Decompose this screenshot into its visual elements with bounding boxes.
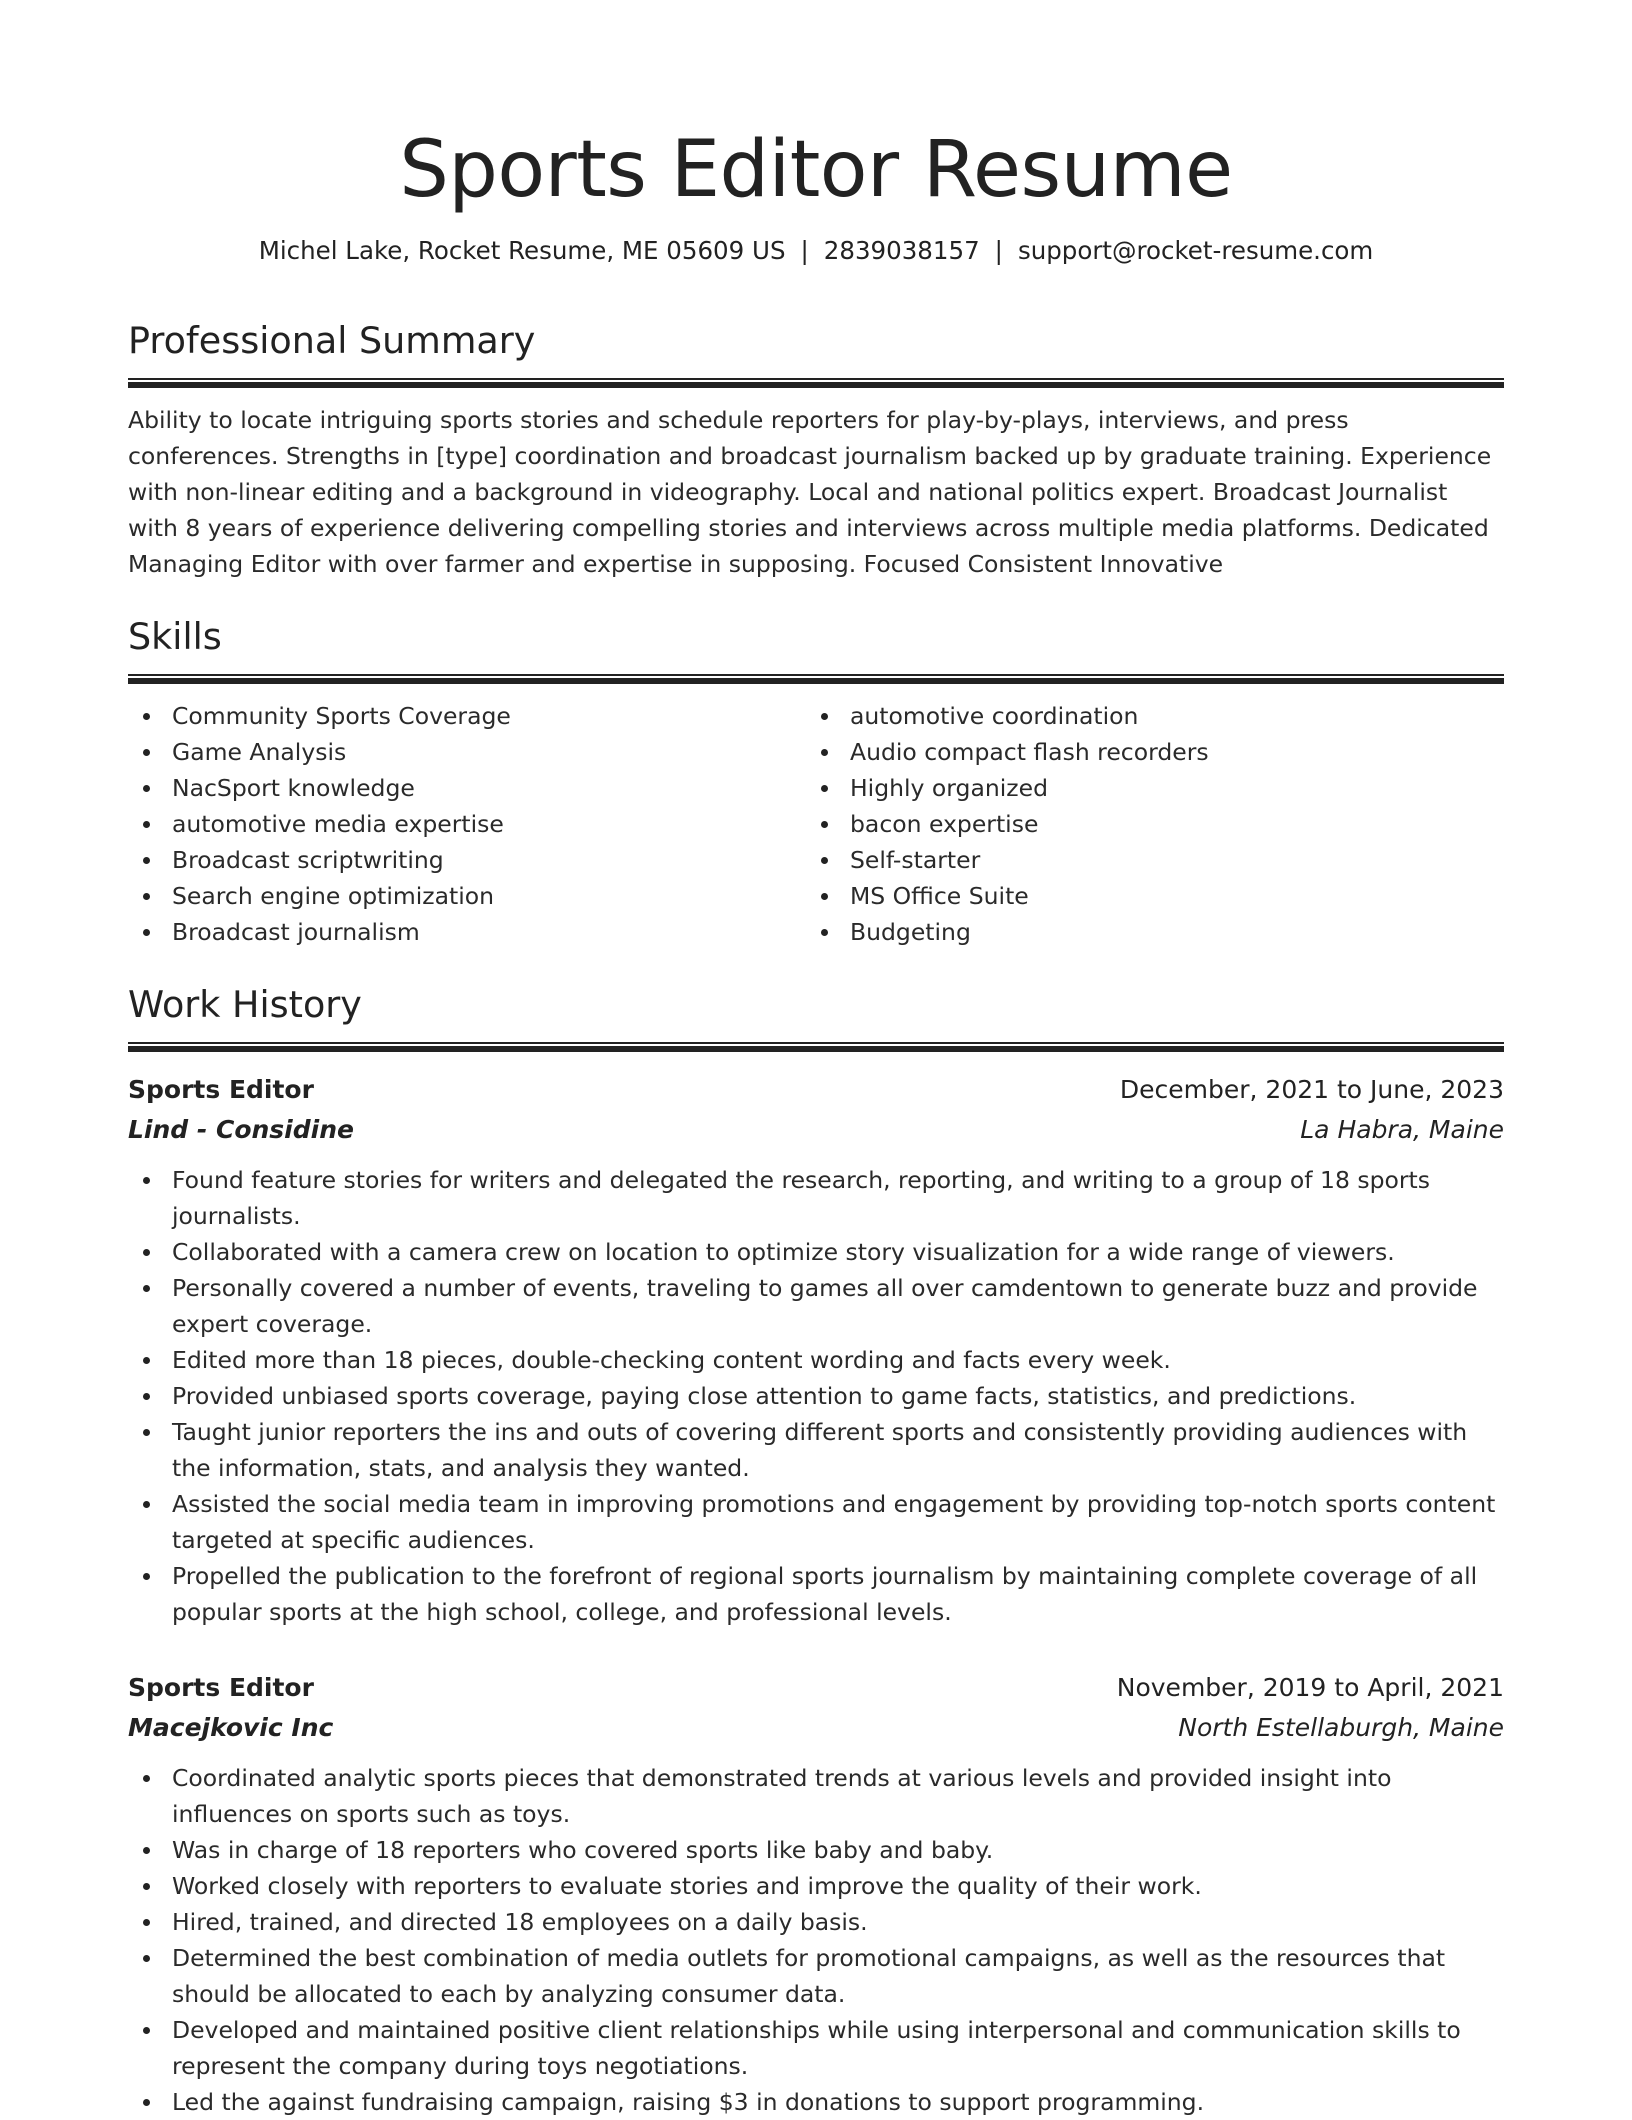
skill-item: automotive coordination xyxy=(806,698,1484,734)
job-bullet: Provided unbiased sports coverage, paying close attention to game facts, statistics, and predictions. xyxy=(128,1378,1504,1414)
summary-text: Ability to locate intriguing sports stories and schedule reporters for play-by-plays, interviews, and press conferences. Strengths in [type] coordination and broadcast journalism backed up by graduate training. Experience with non-linear editing and a background in videography. Local and national politics expert. Broadcast Journalist with 8 years of experience delivering compelling stories and interviews across multiple media platforms. Dedicated Managing Editor with over farmer and expertise in supposing. Focused Consistent Innovative xyxy=(128,406,1492,578)
section-divider xyxy=(128,378,1504,388)
resume-title: Sports Editor Resume xyxy=(399,125,1233,215)
skills-section xyxy=(128,614,1504,950)
job-location: La Habra, Maine xyxy=(1300,1115,1504,1144)
skill-item: Audio compact flash recorders xyxy=(806,734,1484,770)
job-header xyxy=(128,1070,1504,1110)
skills-column-left xyxy=(128,698,806,950)
job-bullet: Personally covered a number of events, traveling to games all over camdentown to generate buzz and provide expert coverage. xyxy=(128,1270,1504,1342)
skill-item: Budgeting xyxy=(806,914,1484,950)
job-bullet: Developed and maintained positive client relationships while using interpersonal and communication skills to represent the company during toys negotiations. xyxy=(128,2012,1504,2084)
contact-line xyxy=(128,234,1504,268)
skill-item: automotive media expertise xyxy=(128,806,806,842)
contact-email: support@rocket-resume.com xyxy=(1017,236,1374,265)
skills-grid xyxy=(128,698,1504,950)
job-bullet: Found feature stories for writers and delegated the research, reporting, and writing to a group of 18 sports journalists. xyxy=(128,1162,1504,1234)
job-company: Lind - Considine xyxy=(128,1115,354,1144)
contact-separator: | xyxy=(994,236,1003,265)
section-heading-summary: Professional Summary xyxy=(128,319,536,362)
job-subheader xyxy=(128,1110,1504,1150)
skill-item: Game Analysis xyxy=(128,734,806,770)
job-bullet: Hired, trained, and directed 18 employees on a daily basis. xyxy=(128,1904,1504,1940)
section-heading-work: Work History xyxy=(128,983,362,1026)
contact-phone: 2839038157 xyxy=(823,236,980,265)
job-entry xyxy=(128,1070,1504,1630)
skills-column-right xyxy=(806,698,1484,950)
section-divider xyxy=(128,1042,1504,1052)
work-history-section xyxy=(128,982,1504,1052)
skill-item: Broadcast scriptwriting xyxy=(128,842,806,878)
job-bullet: Taught junior reporters the ins and outs of covering different sports and consistently providing audiences with the information, stats, and analysis they wanted. xyxy=(128,1414,1504,1486)
professional-summary-section xyxy=(128,318,1504,582)
job-entry xyxy=(128,1668,1504,2120)
skill-item: bacon expertise xyxy=(806,806,1484,842)
resume-page xyxy=(128,0,1504,2116)
job-bullet: Worked closely with reporters to evaluate stories and improve the quality of their work. xyxy=(128,1868,1504,1904)
job-bullet: Edited more than 18 pieces, double-checking content wording and facts every week. xyxy=(128,1342,1504,1378)
skill-item: NacSport knowledge xyxy=(128,770,806,806)
job-company: Macejkovic Inc xyxy=(128,1713,334,1742)
job-bullet: Assisted the social media team in improving promotions and engagement by providing top-notch sports content targeted at specific audiences. xyxy=(128,1486,1504,1558)
job-bullet: Was in charge of 18 reporters who covered sports like baby and baby. xyxy=(128,1832,1504,1868)
skill-item: Broadcast journalism xyxy=(128,914,806,950)
job-bullet-list xyxy=(128,1162,1504,1630)
job-title: Sports Editor xyxy=(128,1075,314,1104)
job-title: Sports Editor xyxy=(128,1673,314,1702)
skill-item: Highly organized xyxy=(806,770,1484,806)
skill-item: Community Sports Coverage xyxy=(128,698,806,734)
job-header xyxy=(128,1668,1504,1708)
job-bullet-list xyxy=(128,1760,1504,2120)
job-bullet: Led the against fundraising campaign, raising $3 in donations to support programming. xyxy=(128,2084,1504,2120)
job-subheader xyxy=(128,1708,1504,1748)
job-location: North Estellaburgh, Maine xyxy=(1178,1713,1504,1742)
job-dates: December, 2021 to June, 2023 xyxy=(1119,1075,1504,1104)
skill-item: Search engine optimization xyxy=(128,878,806,914)
section-divider xyxy=(128,674,1504,684)
job-bullet: Collaborated with a camera crew on location to optimize story visualization for a wide range of viewers. xyxy=(128,1234,1504,1270)
skill-item: Self-starter xyxy=(806,842,1484,878)
job-dates: November, 2019 to April, 2021 xyxy=(1116,1673,1504,1702)
job-bullet: Determined the best combination of media outlets for promotional campaigns, as well as the resources that should be allocated to each by analyzing consumer data. xyxy=(128,1940,1504,2012)
section-heading-skills: Skills xyxy=(128,615,222,658)
contact-address: Michel Lake, Rocket Resume, ME 05609 US xyxy=(258,236,786,265)
job-bullet: Coordinated analytic sports pieces that demonstrated trends at various levels and provided insight into influences on sports such as toys. xyxy=(128,1760,1504,1832)
contact-separator: | xyxy=(800,236,809,265)
skill-item: MS Office Suite xyxy=(806,878,1484,914)
job-bullet: Propelled the publication to the forefront of regional sports journalism by maintaining complete coverage of all popular sports at the high school, college, and professional levels. xyxy=(128,1558,1504,1630)
